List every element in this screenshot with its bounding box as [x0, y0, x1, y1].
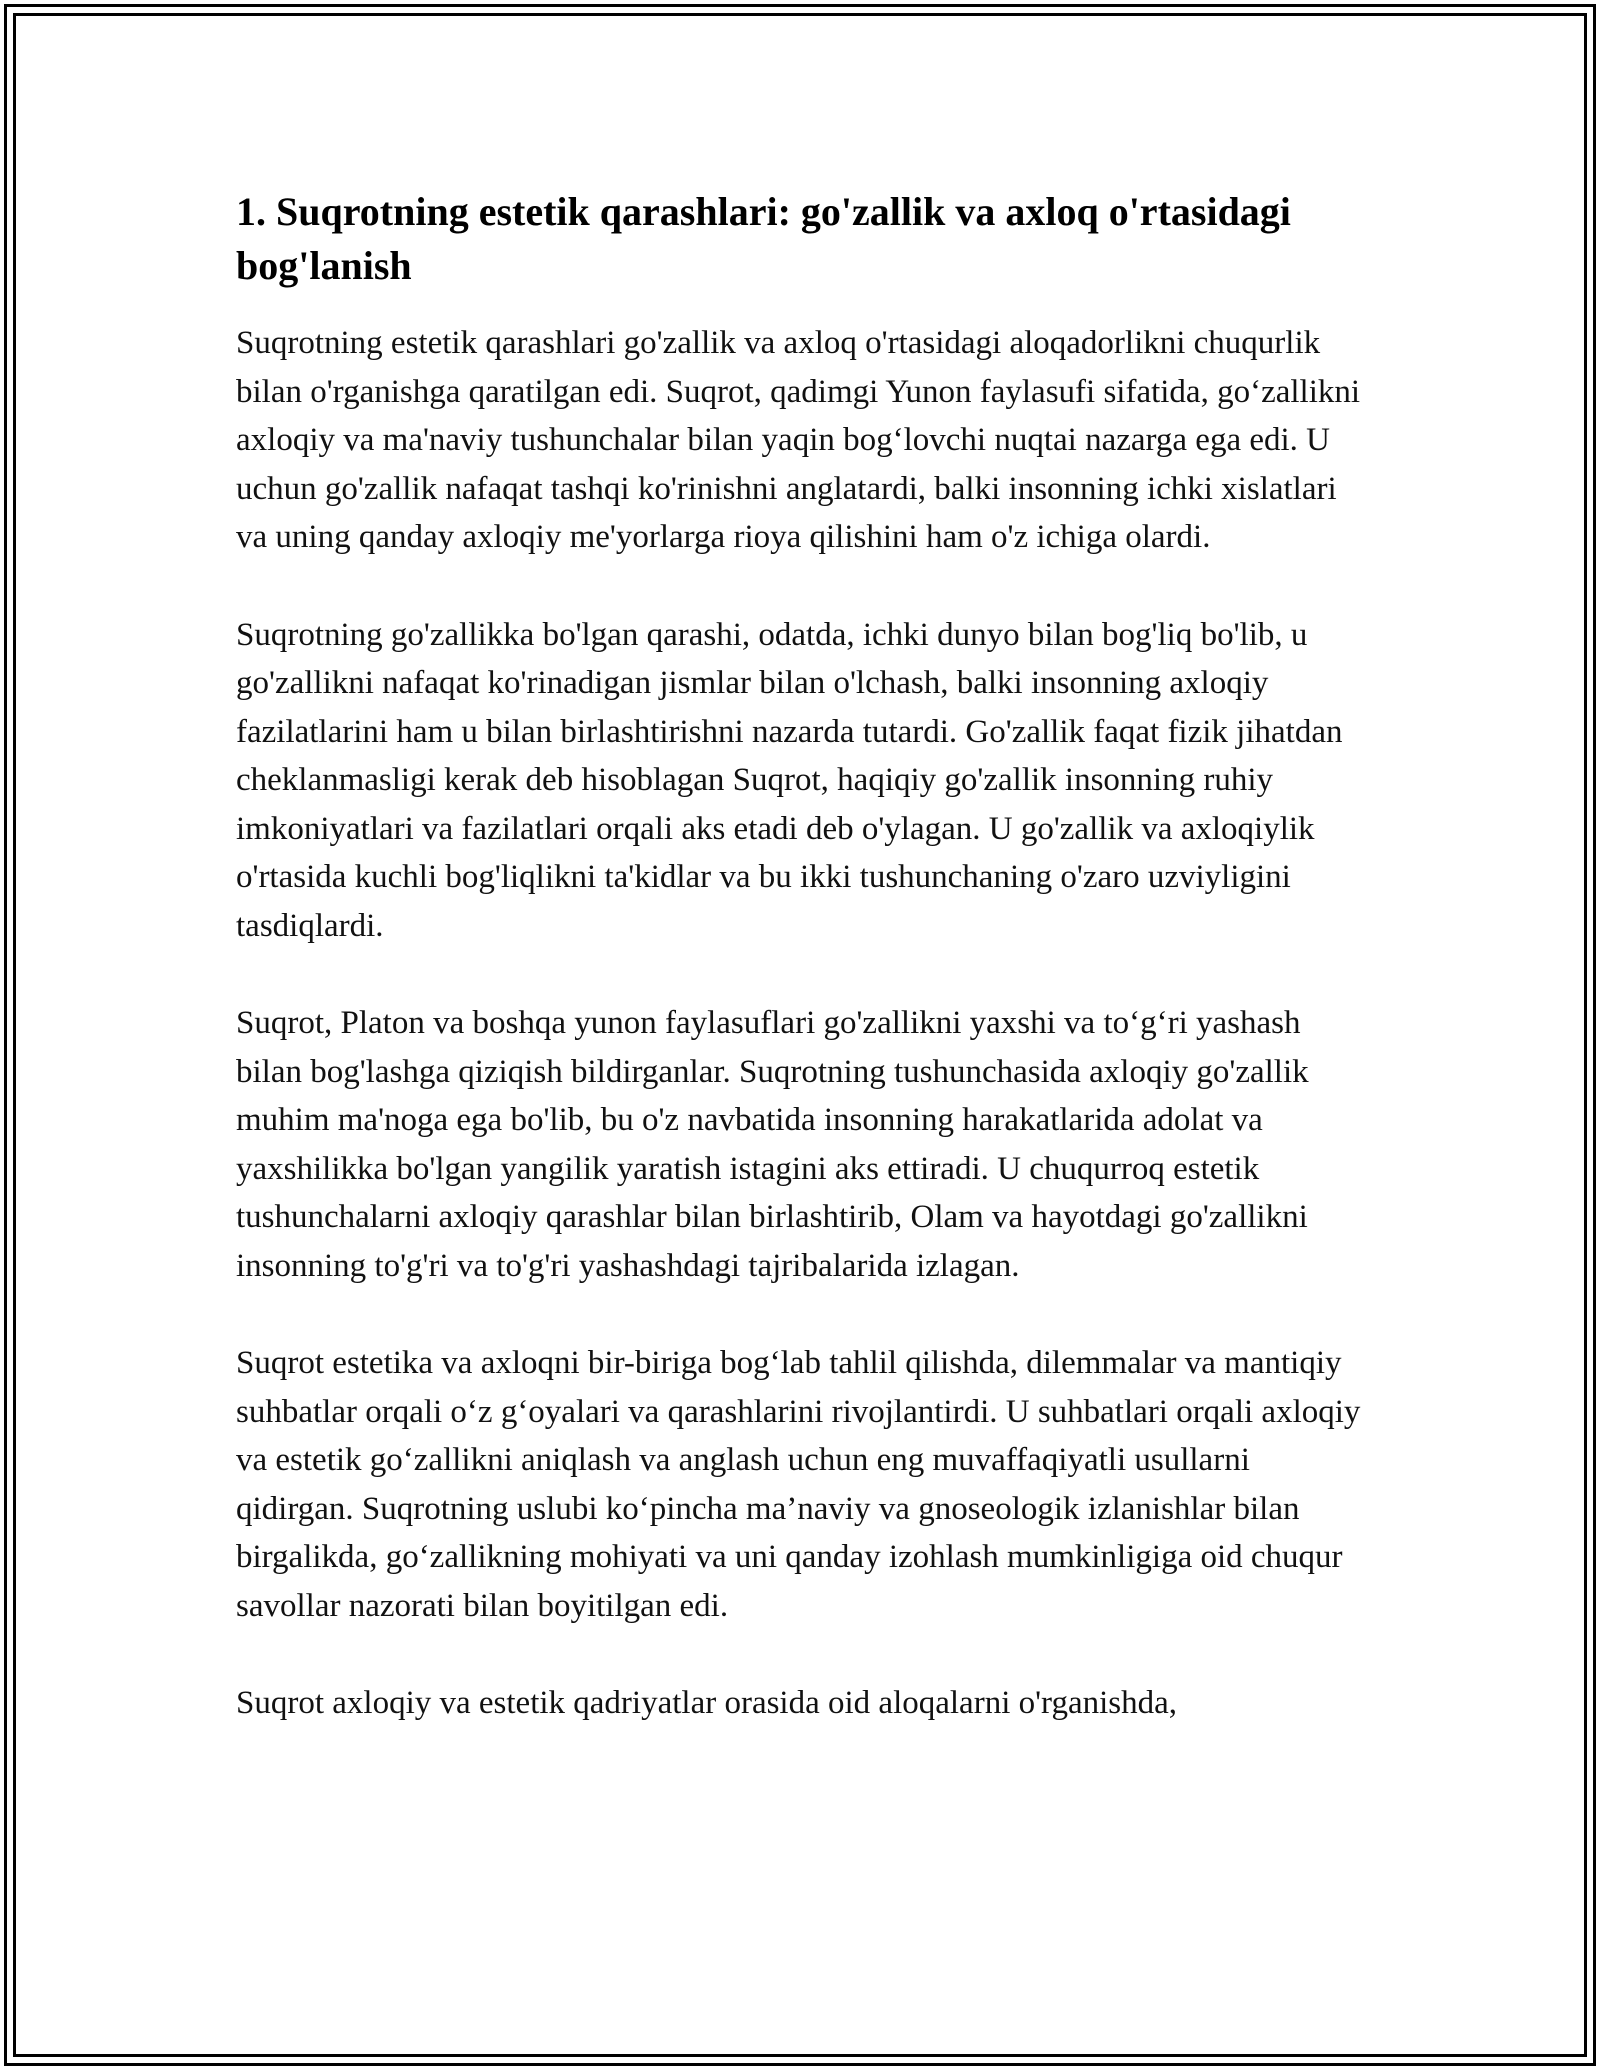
- paragraph-2: Suqrotning go'zallikka bo'lgan qarashi, odatda, ichki dunyo bilan bog'liq bo'lib, u go'zallikni nafaqat ko'rinadigan jismlar bilan o'lchash, balki insonning axloqiy fazilatlarini ham u bilan birlashtirishni nazarda tutardi. Go'zallik faqat fizik jihatdan cheklanmasligi kerak deb hisoblagan Suqrot, haqiqiy go'zallik insonning ruhiy imkoniyatlari va fazilatlari orqali aks etadi deb o'ylagan. U go'zallik va axloqiylik o'rtasida kuchli bog'liqlikni ta'kidlar va bu ikki tushunchaning o'zaro uzviyligini tasdiqlardi.: [236, 616, 1343, 944]
- paragraph-5: Suqrot axloqiy va estetik qadriyatlar orasida oid aloqalarni o'rganishda,: [236, 1685, 1177, 1721]
- paragraph-3: Suqrot, Platon va boshqa yunon faylasuflari go'zallikni yaxshi va to‘g‘ri yashash bilan bog'lashga qiziqish bildirganlar. Suqrotning tushunchasida axloqiy go'zallik muhim ma'noga ega bo'lib, bu o'z navbatida insonning harakatlarida adolat va yaxshilikka bo'lgan yangilik yaratish istagini aks ettiradi. U chuqurroq estetik tushunchalarni axloqiy qarashlar bilan birlashtirib, Olam va hayotdagi go'zallikni insonning to'g'ri va to'g'ri yashashdagi tajribalarida izlagan.: [236, 1005, 1309, 1284]
- paragraph-1: Suqrotning estetik qarashlari go'zallik va axloq o'rtasidagi aloqadorlikni chuqurlik bilan o'rganishga qaratilgan edi. Suqrot, qadimgi Yunon faylasufi sifatida, go‘zallikni axloqiy va ma'naviy tushunchalar bilan yaqin bog‘lovchi nuqtai nazarga ega edi. U uchun go'zallik nafaqat tashqi ko'rinishni anglatardi, balki insonning ichki xislatlari va uning qanday axloqiy me'yorlarga rioya qilishini ham o'z ichiga olardi.: [236, 325, 1361, 555]
- section-heading: 1. Suqrotning estetik qarashlari: go'zallik va axloq o'rtasidagi bog'lanish: [236, 189, 1291, 288]
- paragraph-4: Suqrot estetika va axloqni bir-biriga bog‘lab tahlil qilishda, dilemmalar va mantiqiy suhbatlar orqali o‘z g‘oyalari va qarashlarini rivojlantirdi. U suhbatlari orqali axloqiy va estetik go‘zallikni aniqlash va anglash uchun eng muvaffaqiyatli usullarni qidirgan. Suqrotning uslubi ko‘pincha ma’naviy va gnoseologik izlanishlar bilan birgalikda, go‘zallikning mohiyati va uni qanday izohlash mumkinligiga oid chuqur savollar nazorati bilan boyitilgan edi.: [236, 1345, 1361, 1624]
- document-body: [236, 185, 1372, 1777]
